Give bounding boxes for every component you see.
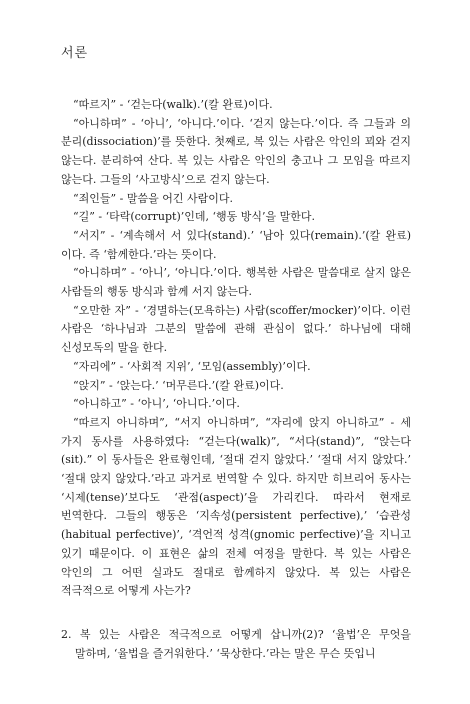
body-text xyxy=(61,96,411,663)
paragraph: “오만한 자” - ‘경멸하는(모욕하는) 사람(scoffer/mocker)’이다. 이런 사람은 ‘하나님과 그분의 말씀에 관해 관심이 없다.’ 하나님에 대해 신성모독의 말을 한다. xyxy=(61,303,411,355)
paragraph: “아니하고” - ‘아니’, ‘아니다.’이다. xyxy=(73,397,240,411)
paragraph: “아니하며” - ‘아니’, ‘아니다.’이다. ‘걷지 않는다.’이다. 즉 그들과 의 분리(dissociation)’를 뜻한다. 첫째로, 복 있는 사람은 악인의 꾀와 걷지 않는다. 분리하여 산다. 복 있는 사람은 악인의 충고나 그 모임을 따르지 않는다. 그들의 ‘사고방식’으로 걷지 않는다. xyxy=(61,116,411,186)
study-question: 2. 복 있는 사람은 적극적으로 어떻게 삽니까(2)? ‘율법’은 무엇을 말하며, ‘율법을 즐거워한다.’ ‘묵상한다.’라는 말은 무슨 뜻입니 xyxy=(61,627,411,660)
paragraph: “앉지” - ‘앉는다.’ ‘머무른다.’(칼 완료)이다. xyxy=(73,378,284,392)
paragraph: “따르지” - ‘걷는다(walk).’(칼 완료)이다. xyxy=(73,98,273,111)
paragraph: “따르지 아니하며”, “서지 아니하며”, “자리에 앉지 아니하고” - 세 가지 동사를 사용하였다: “걷는다(walk)”, “서다(stand)”, “앉는다(sit).” 이 동사들은 완료형인데, ‘절대 걷지 않았다.’ ‘절대 서지 않았다.’ ‘절대 앉지 않았다.’라고 과거로 번역할 수 있다. 하지만 히브리어 동사는 ‘시제(tense)’보다도 ‘관점(aspect)’을 가리킨다. 따라서 현재로 번역한다. 그들의 행동은 ‘지속성(persistent perfective),’ ‘습관성(habitual perfective)’, ‘격언적 성격(gnomic perfective)’을 지니고 있기 때문이다. 이 표현은 삶의 전체 여정을 말한다. 복 있는 사람은 악인의 그 어떤 실과도 절대로 함께하지 않았다. 복 있는 사람은 적극적으로 어떻게 사는가? xyxy=(61,415,411,598)
paragraph: “죄인들” - 말씀을 어긴 사람이다. xyxy=(73,191,233,205)
paragraph: “서지” - ‘계속해서 서 있다(stand).’ ‘남아 있다(remain).’(칼 완료)이다. 즉 ‘함께한다.’라는 뜻이다. xyxy=(61,228,411,261)
paragraph: “길” - ‘타락(corrupt)’인데, ‘행동 방식’을 말한다. xyxy=(73,210,315,224)
paragraph: “아니하며” - ‘아니’, ‘아니다.’이다. 행복한 사람은 말씀대로 살지 않은 사람들의 행동 방식과 함께 서지 않는다. xyxy=(61,266,411,299)
section-gap xyxy=(61,601,411,625)
paragraph: “자리에” - ‘사회적 지위’, ‘모임(assembly)’이다. xyxy=(73,359,311,373)
page-header: 서론 xyxy=(61,46,89,61)
